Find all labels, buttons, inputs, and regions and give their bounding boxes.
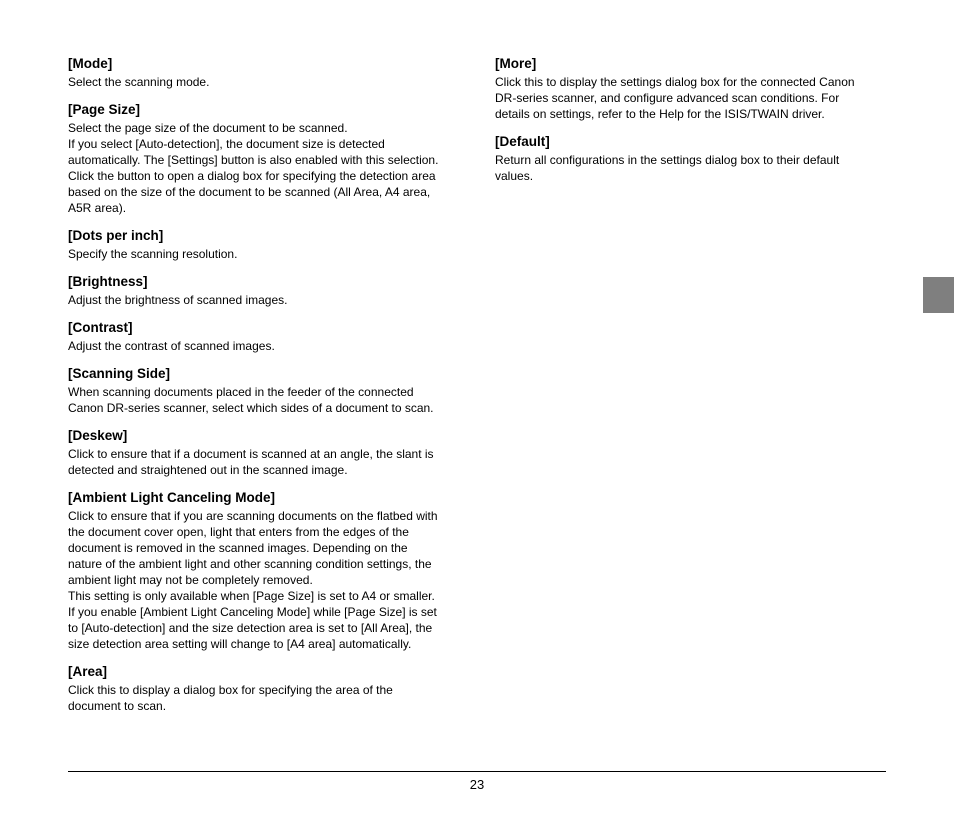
entry-area bbox=[68, 663, 463, 714]
entry-title: [Mode] bbox=[68, 56, 113, 71]
entry-body: Adjust the contrast of scanned images. bbox=[68, 339, 275, 353]
chapter-side-tab bbox=[923, 277, 954, 313]
entry-title: [Ambient Light Canceling Mode] bbox=[68, 490, 275, 505]
entry-title: [Scanning Side] bbox=[68, 366, 171, 381]
entry-title: [Dots per inch] bbox=[68, 228, 164, 243]
entry-contrast bbox=[68, 319, 463, 354]
entry-page-size bbox=[68, 101, 463, 216]
entry-title: [Page Size] bbox=[68, 102, 141, 117]
entry-deskew bbox=[68, 427, 463, 478]
entry-body: Select the scanning mode. bbox=[68, 75, 210, 89]
right-column bbox=[495, 55, 890, 184]
entry-title: [Area] bbox=[68, 664, 108, 679]
entry-body: Click to ensure that if you are scanning documents on the flatbed with the document cover open, light that enters from the edges of the document is removed in the scanned images. Depending on the nature of the ambient light and other scanning condition settings, the ambient light may not be completely removed. This setting is only available when [Page Size] is set to A4 or smaller. If you enable [Ambient Light Canceling Mode] while [Page Size] is set to [Auto-detection] and the size detection area is set to [All Area], the size detection area setting will change to [A4 area] automatically. bbox=[68, 509, 438, 651]
entry-body: Adjust the brightness of scanned images. bbox=[68, 293, 288, 307]
footer-divider bbox=[68, 771, 886, 772]
entry-title: [More] bbox=[495, 56, 537, 71]
entry-body: When scanning documents placed in the feeder of the connected Canon DR-series scanner, select which sides of a document to scan. bbox=[68, 385, 434, 415]
entry-body: Specify the scanning resolution. bbox=[68, 247, 238, 261]
entry-body: Click to ensure that if a document is scanned at an angle, the slant is detected and straightened out in the scanned image. bbox=[68, 447, 434, 477]
entry-ambient-light-canceling-mode bbox=[68, 489, 463, 652]
entry-more bbox=[495, 55, 890, 122]
entry-brightness bbox=[68, 273, 463, 308]
entry-dots-per-inch bbox=[68, 227, 463, 262]
entry-body: Return all configurations in the settings dialog box to their default values. bbox=[495, 153, 840, 183]
entry-title: [Deskew] bbox=[68, 428, 128, 443]
left-column bbox=[68, 55, 463, 714]
entry-title: [Contrast] bbox=[68, 320, 133, 335]
entry-body: Click this to display a dialog box for specifying the area of the document to scan. bbox=[68, 683, 393, 713]
page-number: 23 bbox=[469, 777, 485, 792]
entry-scanning-side bbox=[68, 365, 463, 416]
entry-mode bbox=[68, 55, 463, 90]
entry-title: [Default] bbox=[495, 134, 550, 149]
entry-body: Click this to display the settings dialog box for the connected Canon DR-series scanner, and configure advanced scan conditions. For details on settings, refer to the Help for the ISIS/TWAIN driver. bbox=[495, 75, 855, 121]
entry-default bbox=[495, 133, 890, 184]
entry-title: [Brightness] bbox=[68, 274, 148, 289]
entry-body: Select the page size of the document to be scanned. If you select [Auto-detection], the document size is detected automatically. The [Settings] button is also enabled with this selection. Click the button to open a dialog box for specifying the detection area based on the size of the document to be scanned (All Area, A4 area, A5R area). bbox=[68, 121, 439, 215]
